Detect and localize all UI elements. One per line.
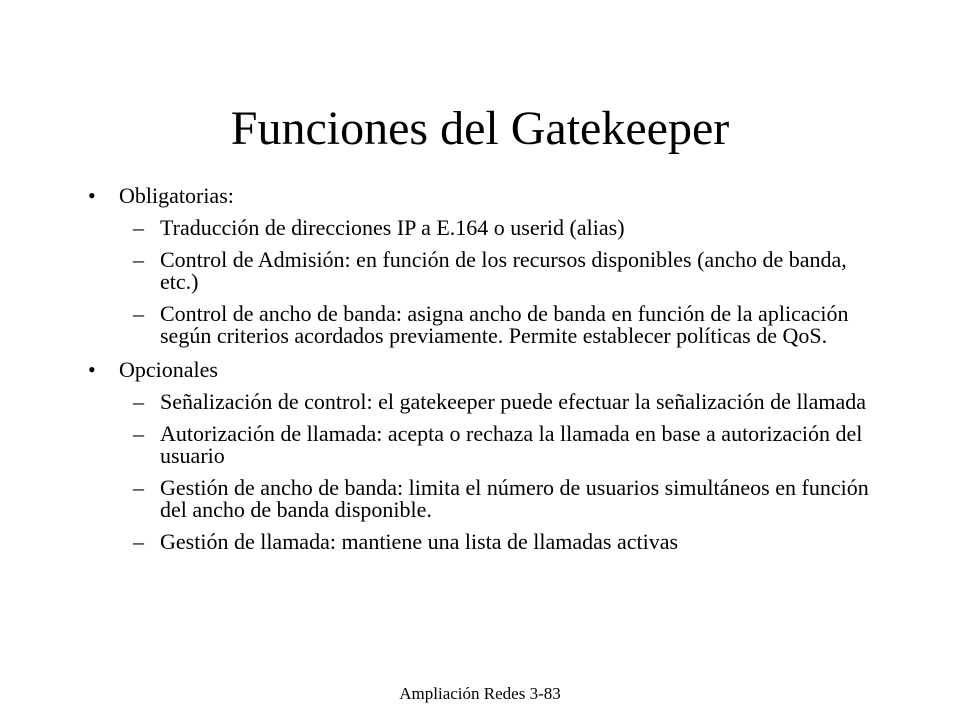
bullet-item	[88, 185, 878, 207]
sub-item	[88, 303, 878, 347]
section-obligatorias	[88, 185, 878, 347]
dash-marker: –	[133, 389, 144, 414]
sub-item	[88, 249, 878, 293]
dash-marker: –	[133, 301, 144, 326]
bullet-marker: •	[88, 183, 96, 208]
dash-marker: –	[133, 529, 144, 554]
slide-title: Funciones del Gatekeeper	[230, 102, 730, 155]
dash-marker: –	[133, 475, 144, 500]
sub-item	[88, 217, 878, 239]
dash-marker: –	[133, 247, 144, 272]
sub-item-text: Control de ancho de banda: asigna ancho de banda en función de la aplicación según criterios acordados previamente. Permite establecer políticas de QoS.	[160, 301, 849, 348]
dash-marker: –	[133, 215, 144, 240]
sub-item-text: Señalización de control: el gatekeeper puede efectuar la señalización de llamada	[160, 389, 867, 414]
sub-item-text: Control de Admisión: en función de los recursos disponibles (ancho de banda, etc.)	[160, 247, 847, 294]
slide-footer: Ampliación Redes 3-83	[399, 684, 561, 703]
section-opcionales	[88, 359, 878, 553]
section-label: Obligatorias:	[119, 183, 234, 208]
section-label: Opcionales	[119, 357, 218, 382]
dash-marker: –	[133, 421, 144, 446]
sub-item-text: Gestión de ancho de banda: limita el número de usuarios simultáneos en función del ancho de banda disponible.	[160, 475, 869, 522]
sub-item-text: Gestión de llamada: mantiene una lista de llamadas activas	[160, 529, 679, 554]
bullet-marker: •	[88, 357, 96, 382]
sub-item	[88, 531, 878, 553]
sub-item	[88, 477, 878, 521]
sub-item	[88, 391, 878, 413]
sub-item	[88, 423, 878, 467]
sub-item-text: Autorización de llamada: acepta o rechaza la llamada en base a autorización del usuario	[160, 421, 863, 468]
slide-body	[88, 185, 878, 553]
bullet-item	[88, 359, 878, 381]
sub-item-text: Traducción de direcciones IP a E.164 o userid (alias)	[160, 215, 625, 240]
